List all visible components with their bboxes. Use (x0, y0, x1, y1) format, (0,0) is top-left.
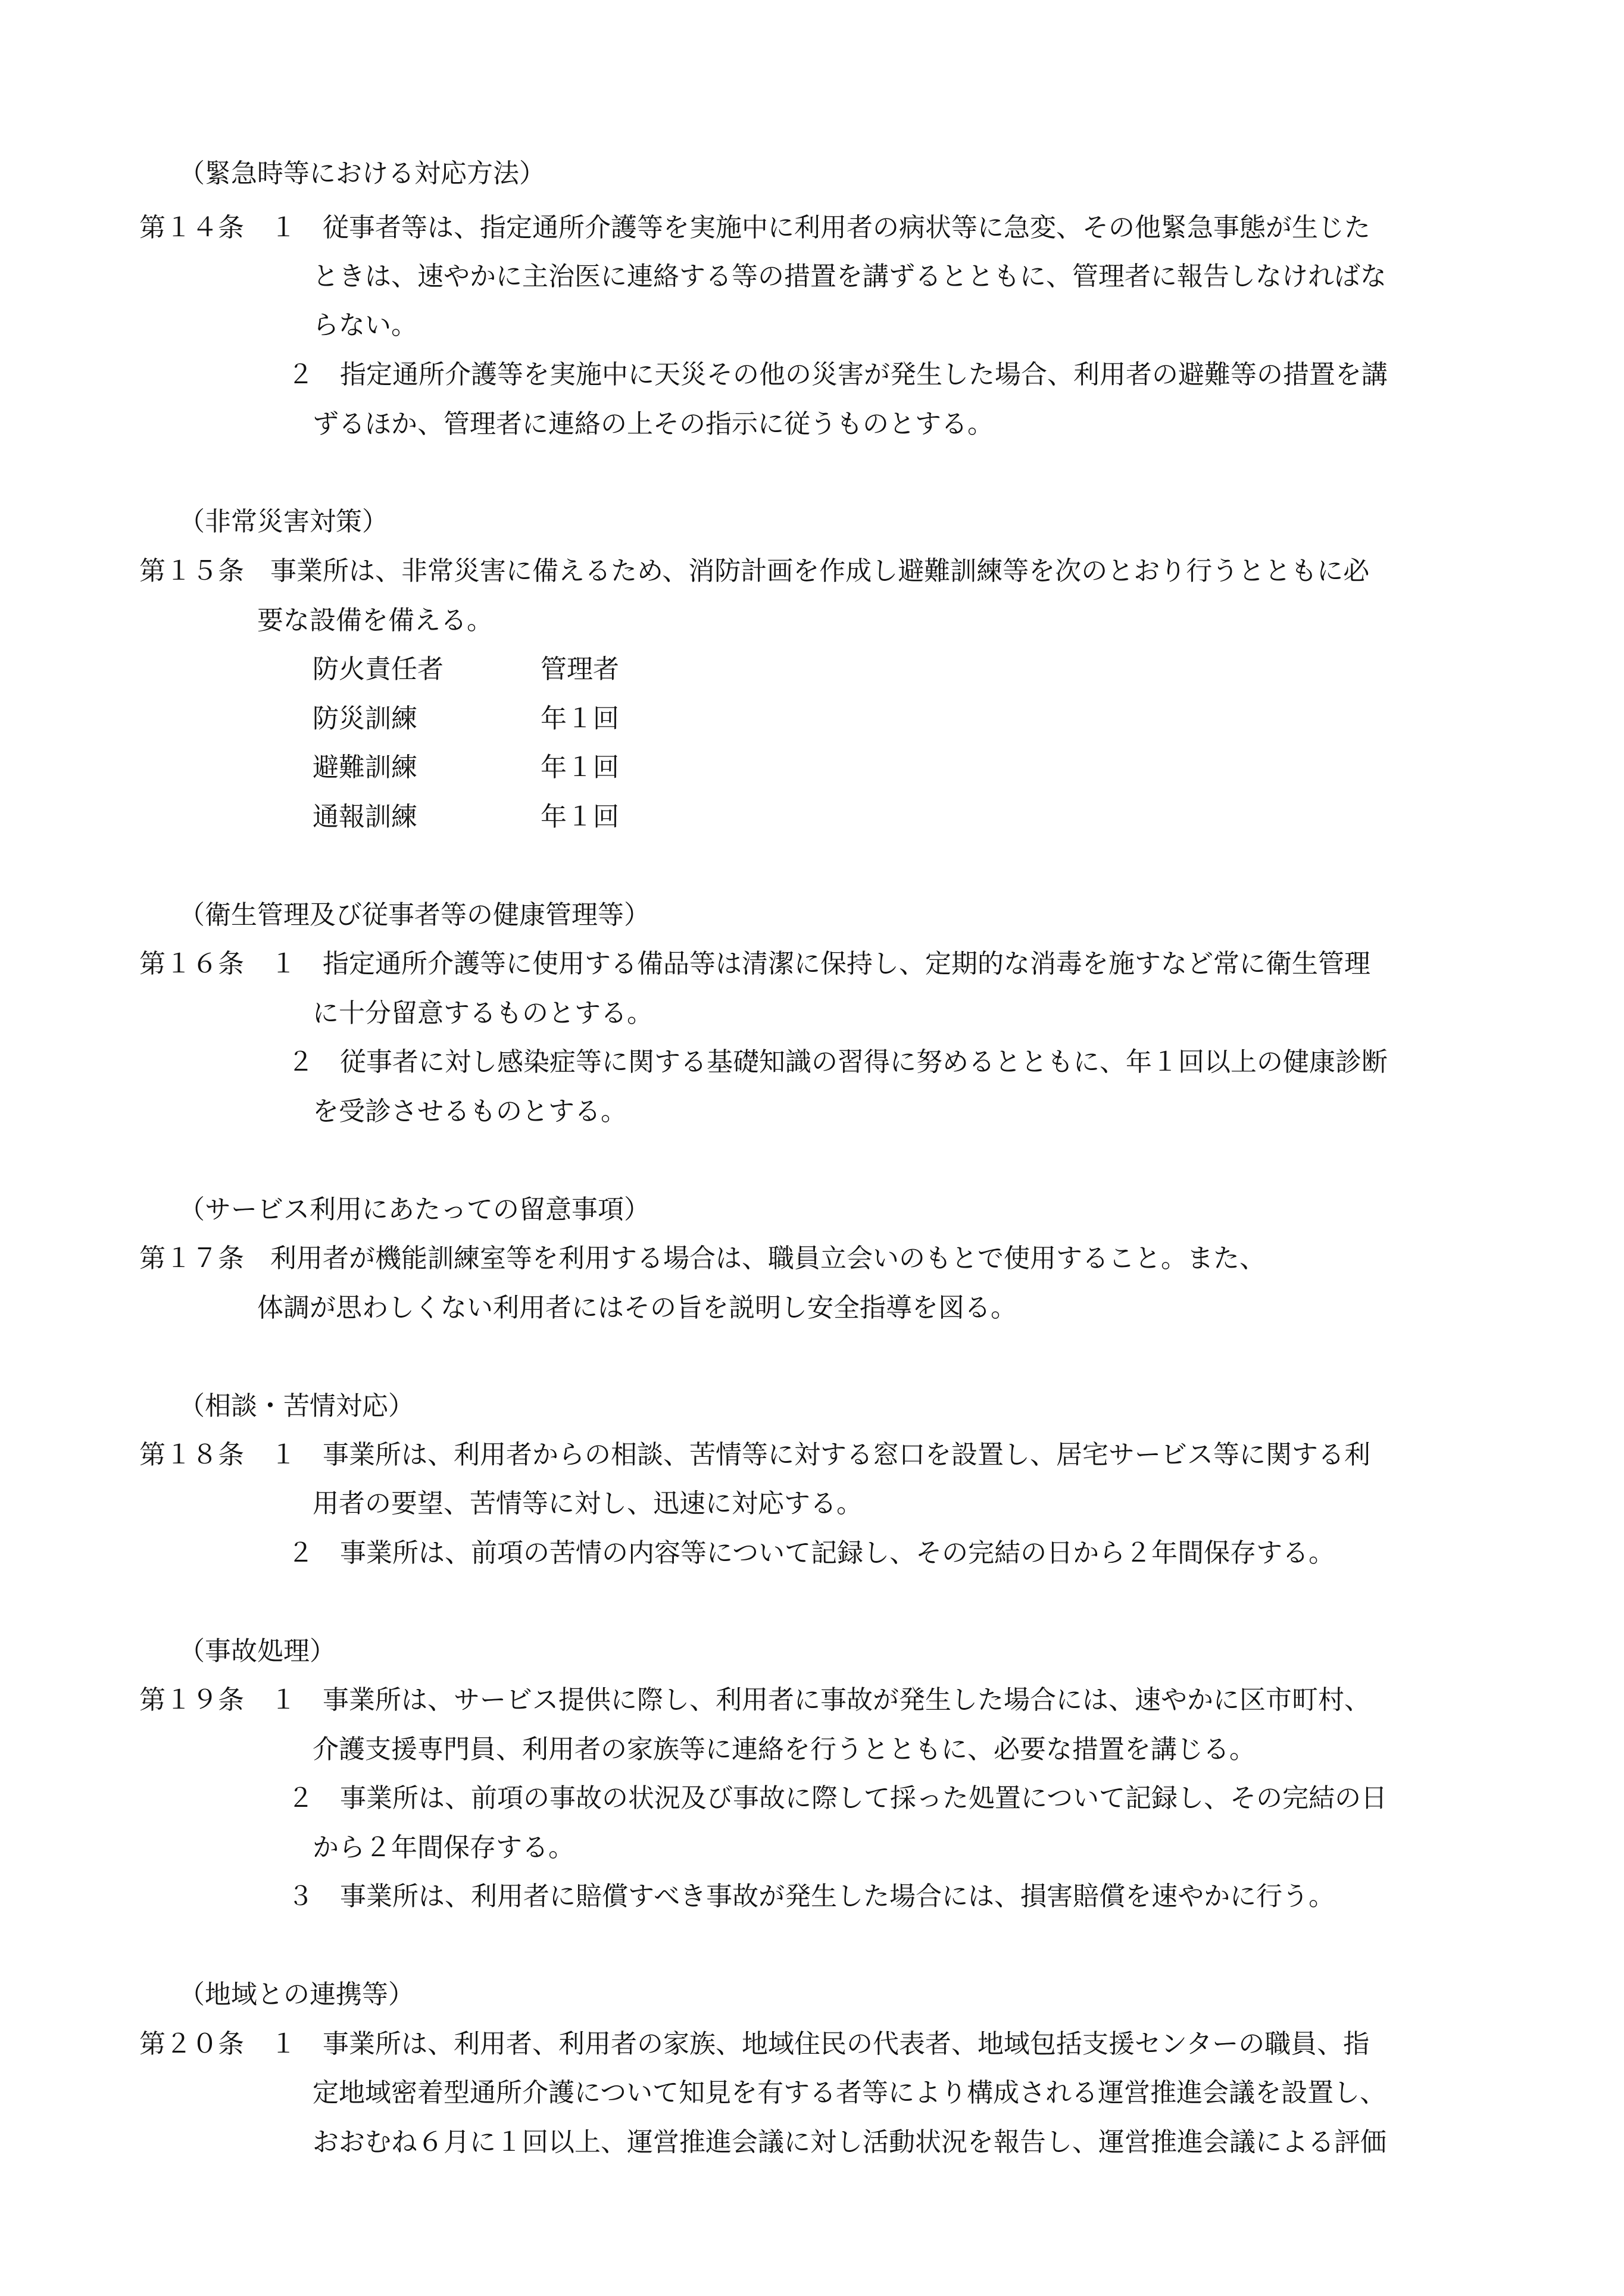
article-line: ２ 事業所は、前項の事故の状況及び事故に際して採った処置について記録し、その完結の日 (288, 1783, 1388, 1813)
article-line: 第１９条 １ 事業所は、サービス提供に際し、利用者に事故が発生した場合には、速やかに区市町村、 (139, 1685, 1370, 1715)
table-label: 避難訓練 (313, 752, 417, 783)
article-line: 第１６条 １ 指定通所介護等に使用する備品等は清潔に保持し、定期的な消毒を施すなど常に衛生管理 (139, 949, 1370, 979)
section-heading: （相談・苦情対応） (179, 1391, 414, 1421)
section-heading: （事故処理） (179, 1636, 336, 1666)
table-value: 年１回 (541, 703, 619, 734)
table-label: 防災訓練 (313, 703, 417, 734)
table-value: 管理者 (541, 654, 619, 684)
section-heading: （地域との連携等） (179, 1979, 414, 2010)
article-line: 第１４条 １ 従事者等は、指定通所介護等を実施中に利用者の病状等に急変、その他緊急事態が生じた (139, 212, 1370, 243)
article-line: ときは、速やかに主治医に連絡する等の措置を講ずるとともに、管理者に報告しなければな (313, 261, 1386, 292)
article-line: 定地域密着型通所介護について知見を有する者等により構成される運営推進会議を設置し、 (313, 2078, 1386, 2108)
article-line: 要な設備を備える。 (257, 605, 493, 636)
article-line: ２ 指定通所介護等を実施中に天災その他の災害が発生した場合、利用者の避難等の措置を講 (288, 359, 1388, 390)
article-line: 第１８条 １ 事業所は、利用者からの相談、苦情等に対する窓口を設置し、居宅サービス等に関する利 (139, 1440, 1370, 1470)
table-value: 年１回 (541, 802, 619, 832)
article-line: おおむね６月に１回以上、運営推進会議に対し活動状況を報告し、運営推進会議による評価 (313, 2127, 1386, 2157)
section-heading: （緊急時等における対応方法） (179, 158, 545, 189)
table-label: 防火責任者 (313, 654, 444, 684)
article-line: ２ 事業所は、前項の苦情の内容等について記録し、その完結の日から２年間保存する。 (288, 1538, 1335, 1568)
article-line: 体調が思わしくない利用者にはその旨を説明し安全指導を図る。 (257, 1293, 1017, 1323)
article-line: 第１５条 事業所は、非常災害に備えるため、消防計画を作成し避難訓練等を次のとおり行うとともに必 (139, 556, 1370, 586)
article-line: ２ 従事者に対し感染症等に関する基礎知識の習得に努めるとともに、年１回以上の健康診断 (288, 1047, 1388, 1077)
article-line: ３ 事業所は、利用者に賠償すべき事故が発生した場合には、損害賠償を速やかに行う。 (288, 1881, 1335, 1912)
table-value: 年１回 (541, 752, 619, 783)
article-line: ずるほか、管理者に連絡の上その指示に従うものとする。 (313, 409, 994, 439)
article-line: らない。 (313, 310, 417, 340)
table-label: 通報訓練 (313, 802, 417, 832)
section-heading: （サービス利用にあたっての留意事項） (179, 1194, 650, 1225)
article-line: 第１７条 利用者が機能訓練室等を利用する場合は、職員立会いのもとで使用すること。また、 (139, 1243, 1266, 1274)
article-line: に十分留意するものとする。 (313, 998, 653, 1028)
article-line: を受診させるものとする。 (313, 1096, 627, 1127)
article-line: 用者の要望、苦情等に対し、迅速に対応する。 (313, 1488, 863, 1519)
article-line: から２年間保存する。 (313, 1832, 574, 1863)
article-line: 介護支援専門員、利用者の家族等に連絡を行うとともに、必要な措置を講じる。 (313, 1734, 1256, 1765)
article-line: 第２０条 １ 事業所は、利用者、利用者の家族、地域住民の代表者、地域包括支援センターの職員、指 (139, 2029, 1370, 2059)
section-heading: （衛生管理及び従事者等の健康管理等） (179, 900, 650, 930)
section-heading: （非常災害対策） (179, 506, 388, 537)
